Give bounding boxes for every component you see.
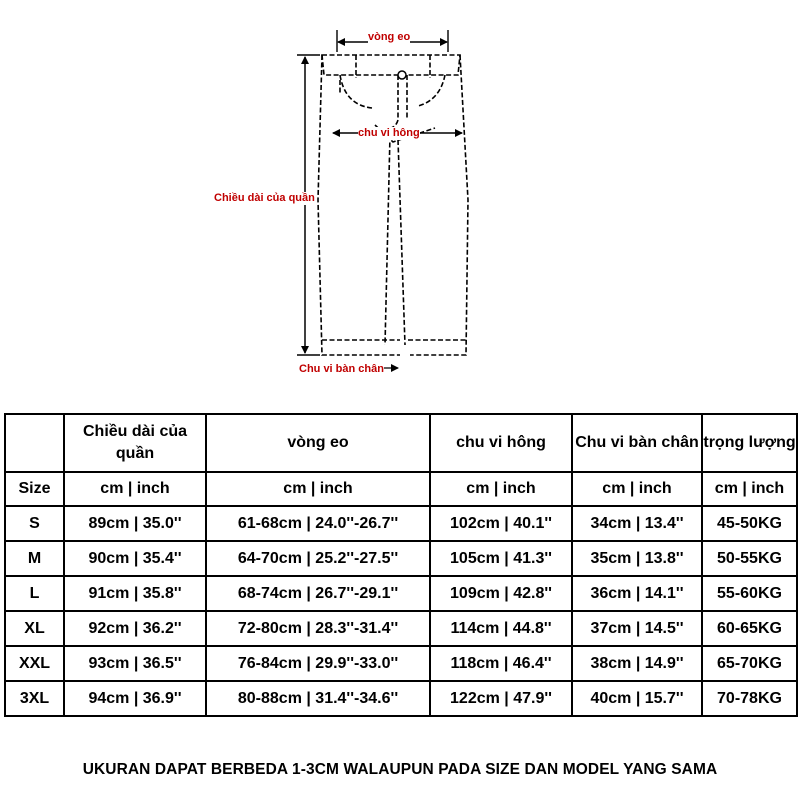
length-cell: 90cm | 35.4'' bbox=[64, 541, 206, 576]
hem-cell: 34cm | 13.4'' bbox=[572, 506, 702, 541]
waist-cell: 76-84cm | 29.9''-33.0'' bbox=[206, 646, 430, 681]
table-row bbox=[5, 541, 797, 576]
table-row bbox=[5, 506, 797, 541]
size-cell: 3XL bbox=[5, 681, 64, 716]
length-cell: 92cm | 36.2'' bbox=[64, 611, 206, 646]
header-weight: trọng lượng bbox=[702, 414, 797, 472]
length-cell: 94cm | 36.9'' bbox=[64, 681, 206, 716]
waist-cell: 61-68cm | 24.0''-26.7'' bbox=[206, 506, 430, 541]
hem-cell: 35cm | 13.8'' bbox=[572, 541, 702, 576]
hip-label: chu vi hông bbox=[358, 127, 420, 139]
table-row bbox=[5, 611, 797, 646]
hip-cell: 114cm | 44.8'' bbox=[430, 611, 572, 646]
unit-cell: cm | inch bbox=[64, 472, 206, 506]
header-waist: vòng eo bbox=[206, 414, 430, 472]
waist-cell: 68-74cm | 26.7''-29.1'' bbox=[206, 576, 430, 611]
waist-cell: 72-80cm | 28.3''-31.4'' bbox=[206, 611, 430, 646]
size-cell: XXL bbox=[5, 646, 64, 681]
length-label: Chiều dài của quần bbox=[214, 192, 315, 204]
header-cell-empty bbox=[5, 414, 64, 472]
unit-cell: cm | inch bbox=[206, 472, 430, 506]
unit-cell: cm | inch bbox=[430, 472, 572, 506]
header-length: Chiều dài của quần bbox=[64, 414, 206, 472]
waist-cell: 80-88cm | 31.4''-34.6'' bbox=[206, 681, 430, 716]
hem-cell: 38cm | 14.9'' bbox=[572, 646, 702, 681]
weight-cell: 65-70KG bbox=[702, 646, 797, 681]
length-cell: 91cm | 35.8'' bbox=[64, 576, 206, 611]
button-icon bbox=[398, 71, 406, 79]
table-header-row bbox=[5, 414, 797, 472]
weight-cell: 70-78KG bbox=[702, 681, 797, 716]
hip-cell: 102cm | 40.1'' bbox=[430, 506, 572, 541]
table-unit-row bbox=[5, 472, 797, 506]
table-row bbox=[5, 681, 797, 716]
hip-cell: 105cm | 41.3'' bbox=[430, 541, 572, 576]
length-cell: 93cm | 36.5'' bbox=[64, 646, 206, 681]
size-cell: S bbox=[5, 506, 64, 541]
waist-cell: 64-70cm | 25.2''-27.5'' bbox=[206, 541, 430, 576]
header-hip: chu vi hông bbox=[430, 414, 572, 472]
hem-label: Chu vi bàn chân bbox=[299, 363, 384, 375]
unit-cell: cm | inch bbox=[572, 472, 702, 506]
unit-cell: cm | inch bbox=[702, 472, 797, 506]
size-cell: M bbox=[5, 541, 64, 576]
size-cell: XL bbox=[5, 611, 64, 646]
hip-cell: 109cm | 42.8'' bbox=[430, 576, 572, 611]
waist-label: vòng eo bbox=[368, 31, 411, 43]
size-chart-table bbox=[4, 413, 798, 717]
weight-cell: 50-55KG bbox=[702, 541, 797, 576]
table-row bbox=[5, 646, 797, 681]
hip-cell: 118cm | 46.4'' bbox=[430, 646, 572, 681]
hem-cell: 36cm | 14.1'' bbox=[572, 576, 702, 611]
hem-cell: 40cm | 15.7'' bbox=[572, 681, 702, 716]
size-cell: L bbox=[5, 576, 64, 611]
header-hem: Chu vi bàn chân bbox=[572, 414, 702, 472]
weight-cell: 60-65KG bbox=[702, 611, 797, 646]
table-row bbox=[5, 576, 797, 611]
weight-cell: 45-50KG bbox=[702, 506, 797, 541]
hip-cell: 122cm | 47.9'' bbox=[430, 681, 572, 716]
hem-cell: 37cm | 14.5'' bbox=[572, 611, 702, 646]
unit-cell-size: Size bbox=[5, 472, 64, 506]
disclaimer-note: UKURAN DAPAT BERBEDA 1-3CM WALAUPUN PADA SIZE DAN MODEL YANG SAMA bbox=[82, 761, 718, 778]
weight-cell: 55-60KG bbox=[702, 576, 797, 611]
length-cell: 89cm | 35.0'' bbox=[64, 506, 206, 541]
pants-outline bbox=[318, 55, 468, 355]
